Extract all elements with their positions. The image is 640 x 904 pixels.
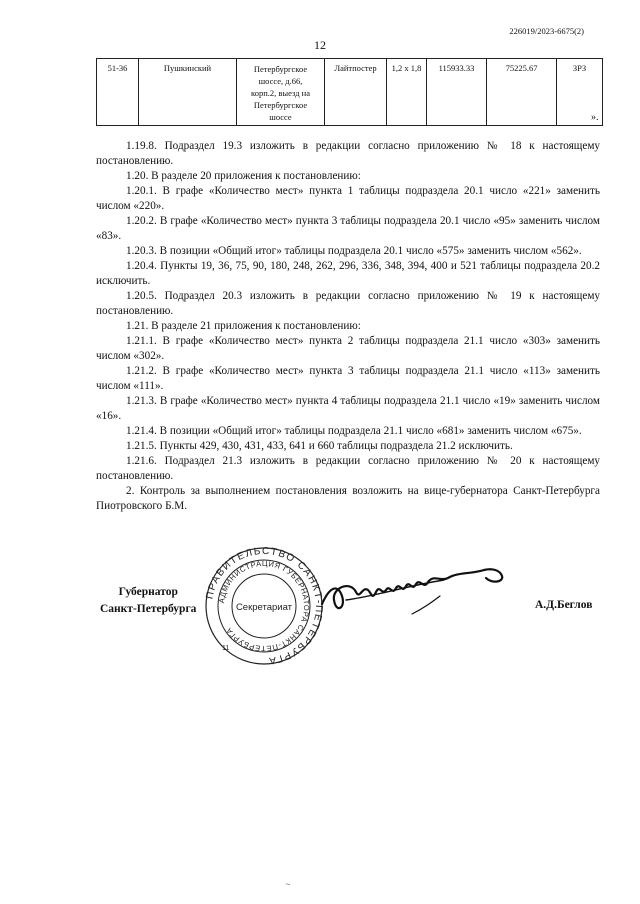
paragraph: 1.19.8. Подраздел 19.3 изложить в редакции согласно приложению № 18 к настоящему постановлению. [96, 140, 600, 167]
paragraph: 1.20.3. В позиции «Общий итог» таблицы подраздела 20.1 число «575» заменить числом «562». [126, 245, 582, 257]
cell-size: 1,2 х 1,8 [387, 59, 427, 126]
paragraph: 1.21.3. В графе «Количество мест» пункта 4 таблицы подраздела 21.1 число «19» заменить числом «16». [96, 395, 600, 422]
closing-quote: ». [591, 112, 599, 123]
cell-address [237, 59, 325, 126]
document-id: 226019/2023-6675(2) [509, 26, 584, 36]
table-row [97, 59, 603, 126]
cell-number: 51-36 [97, 59, 139, 126]
cell-zone: ЗРЗ [557, 59, 603, 126]
paragraph: 2. Контроль за выполнением постановления возложить на вице-губернатора Санкт-Петербурга Пиотровского Б.М. [96, 485, 600, 512]
address-line: Петербургское [253, 64, 308, 74]
paragraph: 1.20.2. В графе «Количество мест» пункта 3 таблицы подраздела 20.1 число «95» заменить числом «83». [96, 215, 600, 242]
governor-title-line: Санкт-Петербурга [100, 603, 197, 615]
cell-value-2: 75225.67 [487, 59, 557, 126]
paragraph: 1.21.6. Подраздел 21.3 изложить в редакции согласно приложению № 20 к настоящему постановлению. [96, 455, 600, 482]
footer-mark: ~ [286, 880, 291, 889]
cell-type: Лайтпостер [325, 59, 387, 126]
address-line: Петербургское [253, 100, 308, 110]
paragraph: 1.21.1. В графе «Количество мест» пункта 2 таблицы подраздела 21.1 число «303» заменить числом «302». [96, 335, 600, 362]
address-line: шоссе, д.66, [258, 76, 303, 86]
paragraph: 1.21.2. В графе «Количество мест» пункта 3 таблицы подраздела 21.1 число «113» заменить числом «111». [96, 365, 600, 392]
governor-name: А.Д.Беглов [535, 599, 593, 611]
governor-title [100, 584, 196, 618]
page-number: 12 [314, 38, 326, 52]
stamp-center-text: Секретариат [235, 602, 293, 613]
paragraph: 1.20.4. Пункты 19, 36, 75, 90, 180, 248, 262, 296, 336, 348, 394, 400 и 521 таблицы подраздела 20.2 исключить. [96, 260, 600, 287]
cell-value-1: 115933.33 [427, 59, 487, 126]
paragraph: 1.20. В разделе 20 приложения к постановлению: [126, 170, 361, 182]
official-stamp [204, 546, 324, 666]
paragraph: 1.20.5. Подраздел 20.3 изложить в редакции согласно приложению № 19 к настоящему постановлению. [96, 290, 600, 317]
address-line: шоссе [269, 112, 292, 122]
cell-district: Пушкинский [139, 59, 237, 126]
paragraph: 1.21.4. В позиции «Общий итог» таблицы подраздела 21.1 число «681» заменить числом «675». [126, 425, 582, 437]
ad-placement-table [96, 58, 603, 126]
stamp-number: 11 [222, 645, 230, 652]
governor-title-line: Губернатор [118, 586, 178, 598]
stamp-inner-text: АДМИНИСТРАЦИЯ ГУБЕРНАТОРА САНКТ-ПЕТЕРБУРГА [217, 558, 312, 654]
stamp-outer-text: ПРАВИТЕЛЬСТВО САНКТ-ПЕТЕРБУРГА [204, 546, 324, 666]
document-body [96, 139, 600, 514]
handwritten-signature [316, 556, 516, 620]
address-line: корп.2, выезд на [251, 88, 310, 98]
paragraph: 1.21. В разделе 21 приложения к постановлению: [126, 320, 361, 332]
paragraph: 1.21.5. Пункты 429, 430, 431, 433, 641 и 660 таблицы подраздела 21.2 исключить. [126, 440, 513, 452]
paragraph: 1.20.1. В графе «Количество мест» пункта 1 таблицы подраздела 20.1 число «221» заменить числом «220». [96, 185, 600, 212]
